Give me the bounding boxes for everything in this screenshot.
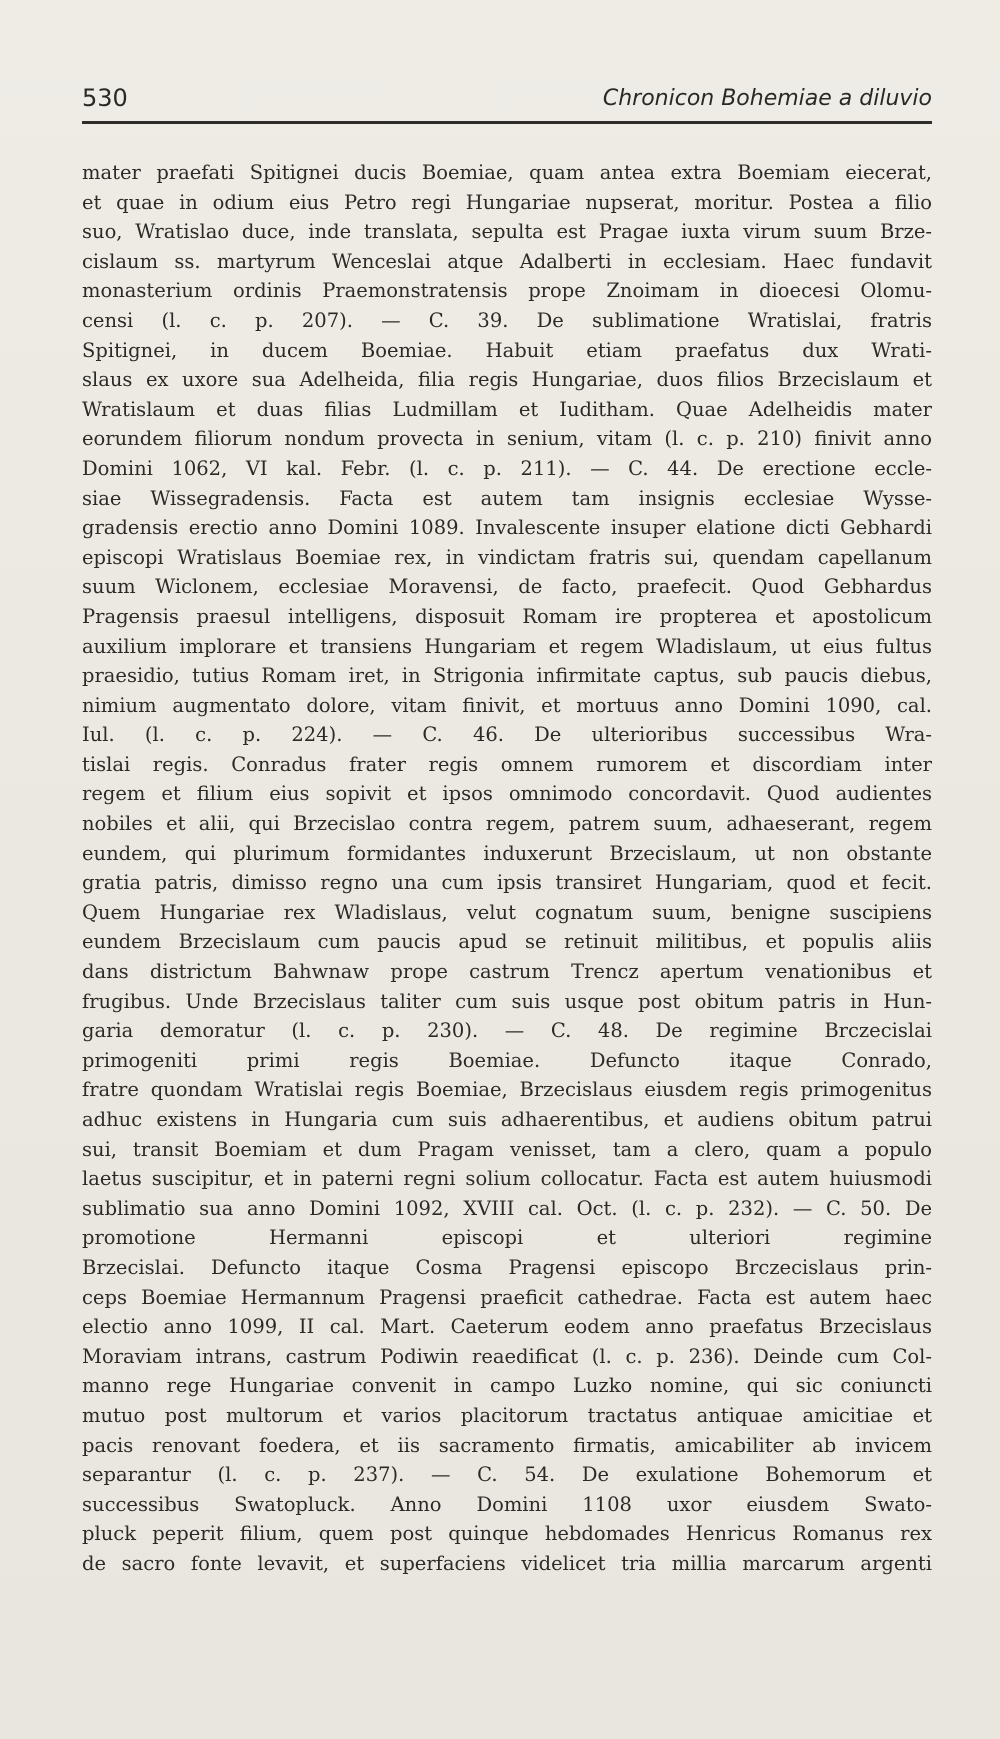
text-line: mutuo post multorum et varios placitorum tractatus antiquae amicitiae et bbox=[82, 1403, 932, 1427]
text-line: nimium augmentato dolore, vitam finivit, et mortuus anno Domini 1090, cal. bbox=[82, 693, 932, 717]
text-line: auxilium implorare et transiens Hungariam et regem Wladislaum, ut eius fultus bbox=[82, 634, 932, 658]
text-line: suum Wiclonem, ecclesiae Moravensi, de facto, praefecit. Quod Gebhardus bbox=[82, 575, 932, 599]
text-line: sui, transit Boemiam et dum Pragam venisset, tam a clero, quam a populo bbox=[82, 1137, 932, 1161]
text-line: tislai regis. Conradus frater regis omnem rumorem et discordiam inter bbox=[82, 752, 932, 776]
text-line: Domini 1062, VI kal. Febr. (l. c. p. 211). — C. 44. De erectione eccle- bbox=[82, 456, 932, 480]
text-line: fratre quondam Wratislai regis Boemiae, Brzecislaus eiusdem regis primogenitus bbox=[82, 1078, 932, 1102]
text-line: Moraviam intrans, castrum Podiwin reaedificat (l. c. p. 236). Deinde cum Col- bbox=[82, 1344, 932, 1368]
text-line: monasterium ordinis Praemonstratensis prope Znoimam in dioecesi Olomu- bbox=[82, 279, 932, 303]
text-line: separantur (l. c. p. 237). — C. 54. De exulatione Bohemorum et bbox=[82, 1463, 932, 1487]
text-line: episcopi Wratislaus Boemiae rex, in vindictam fratris sui, quendam capellanum bbox=[82, 545, 932, 569]
text-line: et quae in odium eius Petro regi Hungariae nupserat, moritur. Postea a filio bbox=[82, 190, 932, 214]
text-line: eundem Brzecislaum cum paucis apud se retinuit militibus, et populis aliis bbox=[82, 930, 932, 954]
text-line: Brzecislai. Defuncto itaque Cosma Pragensi episcopo Brczecislaus prin- bbox=[82, 1255, 932, 1279]
text-line: mater praefati Spitignei ducis Boemiae, quam antea extra Boemiam eiecerat, bbox=[82, 161, 932, 184]
text-line: gradensis erectio anno Domini 1089. Invalescente insuper elatione dicti Gebhardi bbox=[82, 516, 932, 540]
text-line: slaus ex uxore sua Adelheida, filia regis Hungariae, duos filios Brzecislaum et bbox=[82, 368, 932, 392]
text-line: Iul. (l. c. p. 224). — C. 46. De ulterioribus successibus Wra- bbox=[82, 723, 932, 747]
running-title: Chronicon Bohemiae a diluvio bbox=[602, 86, 932, 111]
text-line: promotione Hermanni episcopi et ulteriori regimine bbox=[82, 1226, 932, 1250]
text-line: Quem Hungariae rex Wladislaus, velut cognatum suum, benigne suscipiens bbox=[82, 900, 932, 924]
text-line: regem et filium eius sopivit et ipsos omnimodo concordavit. Quod audientes bbox=[82, 782, 932, 806]
body-text bbox=[82, 158, 932, 1608]
text-line: Spitignei, in ducem Boemiae. Habuit etiam praefatus dux Wrati- bbox=[82, 338, 932, 362]
text-line: nobiles et alii, qui Brzecislao contra regem, patrem suum, adhaeserant, regem bbox=[82, 812, 932, 836]
text-line: electio anno 1099, II cal. Mart. Caeterum eodem anno praefatus Brzecislaus bbox=[82, 1315, 932, 1339]
text-line: pacis renovant foedera, et iis sacramento firmatis, amicabiliter ab invicem bbox=[82, 1433, 932, 1457]
text-line: successibus Swatopluck. Anno Domini 1108 uxor eiusdem Swato- bbox=[82, 1492, 932, 1516]
text-line: Wratislaum et duas filias Ludmillam et Iuditham. Quae Adelheidis mater bbox=[82, 397, 932, 421]
text-line: suo, Wratislao duce, inde translata, sepulta est Pragae iuxta virum suum Brze- bbox=[82, 220, 932, 244]
text-line: garia demoratur (l. c. p. 230). — C. 48. De regimine Brczecislai bbox=[82, 1019, 932, 1043]
page-header bbox=[82, 84, 932, 120]
text-line: de sacro fonte levavit, et superfaciens videlicet tria millia marcarum argenti bbox=[82, 1551, 932, 1575]
text-line: gratia patris, dimisso regno una cum ipsis transiret Hungariam, quod et fecit. bbox=[82, 871, 932, 895]
text-line: frugibus. Unde Brzecislaus taliter cum suis usque post obitum patris in Hun- bbox=[82, 989, 932, 1013]
header-rule bbox=[82, 121, 932, 124]
text-line: sublimatio sua anno Domini 1092, XVIII cal. Oct. (l. c. p. 232). — C. 50. De bbox=[82, 1196, 932, 1220]
text-line: siae Wissegradensis. Facta est autem tam insignis ecclesiae Wysse- bbox=[82, 486, 932, 510]
text-line bbox=[82, 1579, 932, 1609]
text-line: ceps Boemiae Hermannum Pragensi praeficit cathedrae. Facta est autem haec bbox=[82, 1285, 932, 1309]
text-line: cislaum ss. martyrum Wenceslai atque Adalberti in ecclesiam. Haec fundavit bbox=[82, 249, 932, 273]
text-line: Pragensis praesul intelligens, disposuit Romam ire propterea et apostolicum bbox=[82, 604, 932, 628]
text-line: primogeniti primi regis Boemiae. Defuncto itaque Conrado, bbox=[82, 1048, 932, 1072]
text-line: laetus suscipitur, et in paterni regni solium collocatur. Facta est autem huiusmodi bbox=[82, 1167, 932, 1191]
text-line: manno rege Hungariae convenit in campo Luzko nomine, qui sic coniuncti bbox=[82, 1374, 932, 1398]
text-line: dans districtum Bahwnaw prope castrum Trencz apertum venationibus et bbox=[82, 960, 932, 984]
text-line: adhuc existens in Hungaria cum suis adhaerentibus, et audiens obitum patrui bbox=[82, 1108, 932, 1131]
text-line: praesidio, tutius Romam iret, in Strigonia infirmitate captus, sub paucis diebus, bbox=[82, 664, 932, 688]
text-line: pluck peperit filium, quem post quinque hebdomades Henricus Romanus rex bbox=[82, 1522, 932, 1546]
page-number: 530 bbox=[82, 84, 128, 112]
text-line: eorundem filiorum nondum provecta in senium, vitam (l. c. p. 210) finivit anno bbox=[82, 427, 932, 451]
text-line: censi (l. c. p. 207). — C. 39. De sublimatione Wratislai, fratris bbox=[82, 308, 932, 332]
text-line: eundem, qui plurimum formidantes induxerunt Brzecislaum, ut non obstante bbox=[82, 841, 932, 865]
